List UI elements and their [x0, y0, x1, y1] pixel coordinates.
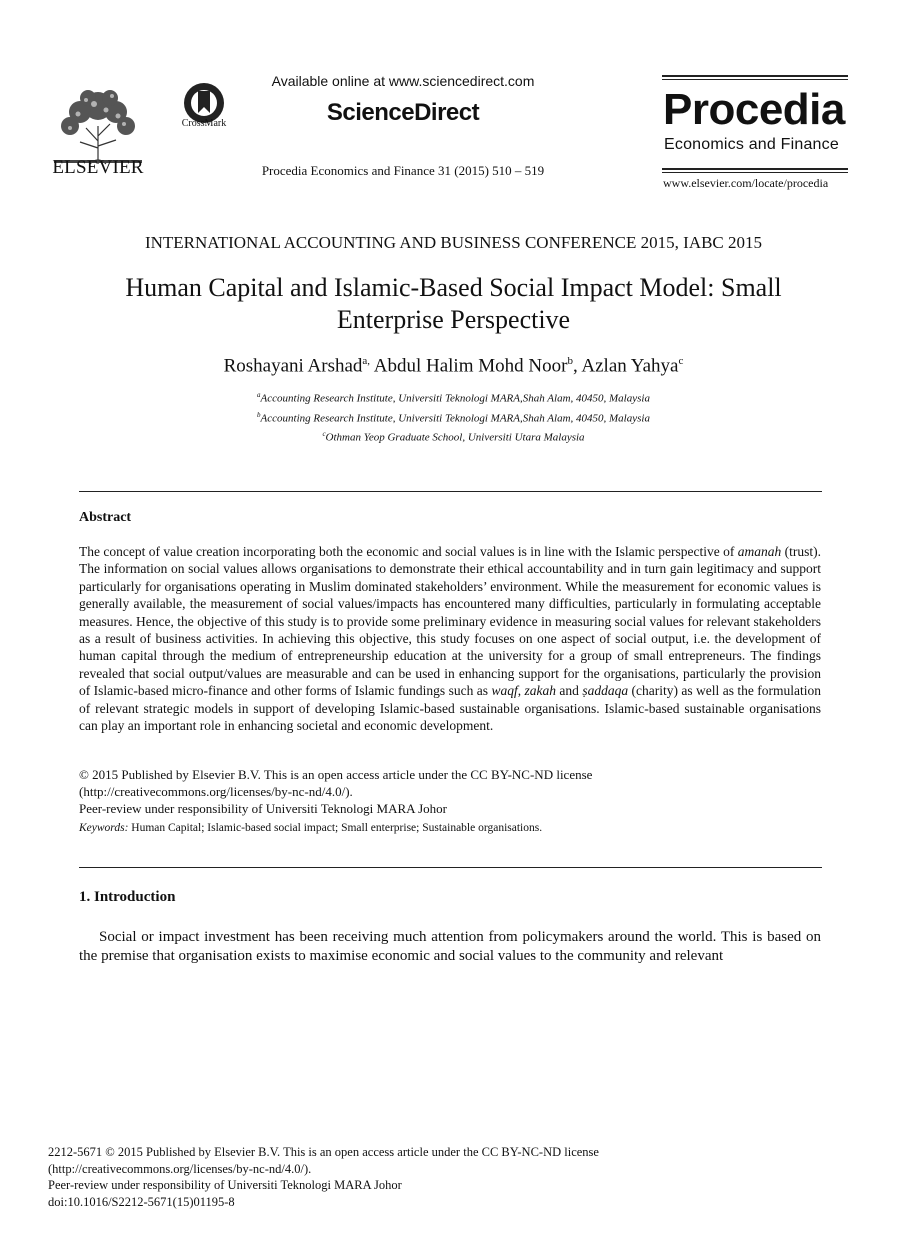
affiliation — [0, 411, 907, 425]
affiliation-text: Accounting Research Institute, Universiti Teknologi MARA,Shah Alam, 40450, Malaysia — [260, 392, 650, 405]
author-name: Abdul Halim Mohd Noor — [373, 355, 568, 377]
author-list — [0, 355, 907, 377]
keywords-label: Keywords: — [79, 822, 129, 834]
author-affil-mark: c — [678, 355, 684, 367]
conference-name: INTERNATIONAL ACCOUNTING AND BUSINESS CONFERENCE 2015, IABC 2015 — [144, 233, 763, 252]
affiliation-mark: a — [257, 391, 261, 399]
section-heading-introduction: 1. Introduction — [79, 889, 176, 905]
copyright-line: © 2015 Published by Elsevier B.V. This is an open access article under the CC BY-NC-ND license — [79, 767, 593, 782]
abstract-heading: Abstract — [79, 510, 132, 525]
procedia-url-link[interactable]: www.elsevier.com/locate/procedia — [663, 176, 829, 190]
available-online-text: Available online at www.sciencedirect.com — [271, 73, 535, 89]
term-amanah: amanah — [737, 544, 782, 559]
term-zakah: zakah — [524, 683, 556, 699]
keywords-list: Human Capital; Islamic-based social impact; Small enterprise; Sustainable organisations. — [128, 822, 543, 834]
procedia-top-rule — [662, 75, 848, 77]
procedia-subtitle: Economics and Finance — [664, 136, 839, 153]
term-waqf: waqf — [491, 683, 518, 699]
title-line-2: Enterprise Perspective — [336, 305, 571, 334]
affiliation — [0, 391, 907, 405]
peer-review-line: Peer-review under responsibility of Universiti Teknologi MARA Johor — [79, 801, 447, 816]
footer-issn-line: 2212-5671 © 2015 Published by Elsevier B.V. This is an open access article under the CC BY-NC-ND license — [48, 1145, 599, 1159]
affiliation — [0, 430, 907, 444]
affiliation-mark: c — [322, 430, 326, 438]
license-link[interactable]: (http://creativecommons.org/licenses/by-nc-nd/4.0/). — [79, 784, 353, 799]
abstract-text-part: The concept of value creation incorporating both the economic and social values is in line with the Islamic perspective of — [79, 544, 738, 559]
elsevier-wordmark: ELSEVIER — [52, 157, 144, 178]
journal-reference: Procedia Economics and Finance 31 (2015) 510 – 519 — [261, 163, 545, 178]
author-name: Roshayani Arshad — [223, 355, 363, 377]
page-footer — [48, 1144, 748, 1210]
affiliation-text: Othman Yeop Graduate School, Universiti Utara Malaysia — [325, 431, 585, 444]
term-saddaqa: ṣaddaqa — [582, 683, 629, 699]
abstract-text-part: , — [517, 683, 525, 699]
copyright-notice — [79, 766, 821, 817]
paper-title — [100, 272, 807, 336]
author-affil-mark: a, — [362, 355, 371, 367]
abstract-text-part: and — [556, 683, 583, 699]
affiliation-text: Accounting Research Institute, Universiti Teknologi MARA,Shah Alam, 40450, Malaysia — [260, 412, 650, 425]
footer-doi[interactable]: doi:10.1016/S2212-5671(15)01195-8 — [48, 1194, 235, 1209]
abstract-text-part: (charity) as well as the formulation of relevant strategic models in support of developing Islamic-based sustainable organisations. Islamic-based sustainable organisations can play an important role in enhancing societal and economic development. — [79, 683, 822, 734]
abstract-body — [79, 543, 821, 734]
author-separator: , — [572, 355, 582, 377]
procedia-top-rule-thin — [662, 79, 848, 80]
affiliation-mark: b — [257, 411, 261, 419]
procedia-wordmark: Procedia — [663, 85, 845, 134]
footer-license-link[interactable]: (http://creativecommons.org/licenses/by-nc-nd/4.0/). — [48, 1161, 312, 1176]
title-line-1: Human Capital and Islamic-Based Social Impact Model: Small — [125, 273, 782, 302]
sciencedirect-wordmark: ScienceDirect — [326, 99, 480, 126]
crossmark-label: CrossMark — [181, 118, 227, 129]
footer-peer-review: Peer-review under responsibility of Universiti Teknologi MARA Johor — [48, 1178, 402, 1192]
author-affil-mark: b — [567, 355, 573, 367]
procedia-bottom-rule — [662, 168, 848, 170]
abstract-bottom-rule — [79, 867, 822, 868]
author-name: Azlan Yahya — [581, 355, 679, 377]
keywords — [79, 822, 821, 834]
abstract-top-rule — [79, 491, 822, 492]
procedia-bottom-rule-thin — [662, 172, 848, 173]
introduction-paragraph: Social or impact investment has been receiving much attention from policymakers around the world. This is based on the premise that organisation exists to maximise economic and social values to the community and relevant — [79, 929, 821, 964]
abstract-text-part: (trust). The information on social values allows organisations to demonstrate their ethical accountability and in turn gain legitimacy and support particularly for organisations operating in Muslim dominated stakeholders’ environment. While the measurement for economic values is generally available, the measurement of social values/impacts has encountered many difficulties, particularly in formulating acceptable measures. Hence, the objective of this study is to provide some preliminary evidence in measuring social values for relevant stakeholders as a result of business activities. In achieving this objective, this study focuses on one aspect of social output, i.e. the development of human capital through the medium of entrepreneurship education at the university for a group of small entrepreneurs. The findings revealed that social output/values are measurable and can be used in enhancing support for the organisations, particularly the provision of Islamic-based micro-finance and other forms of Islamic fundings such as — [79, 544, 821, 699]
